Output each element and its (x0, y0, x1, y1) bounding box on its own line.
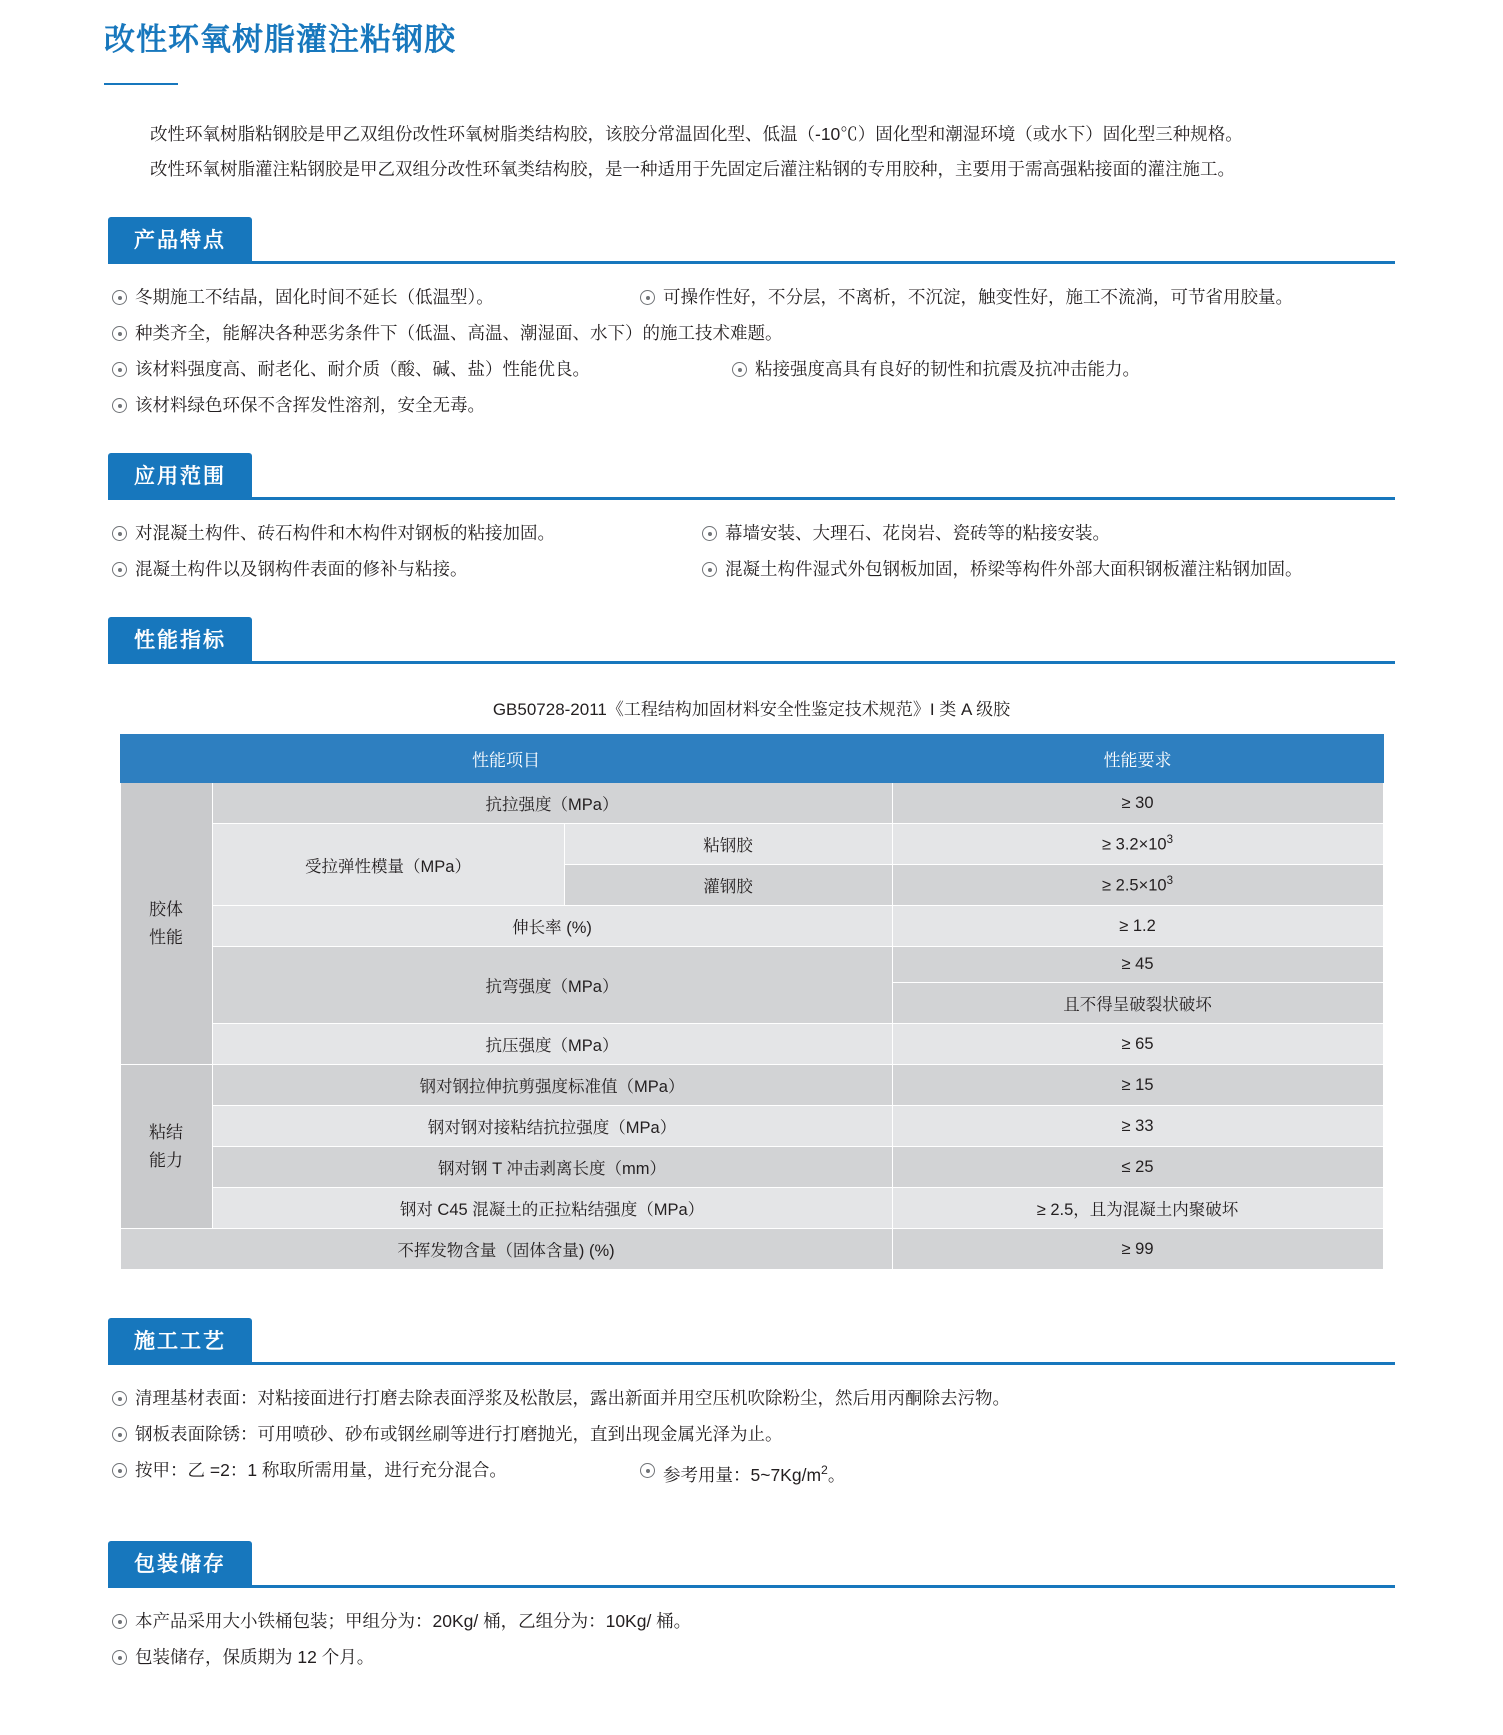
section-process (0, 1318, 1503, 1493)
section-application-head (108, 453, 252, 498)
packaging-item-1: 本产品采用大小铁桶包装；甲组分为：20Kg/ 桶，乙组分为：10Kg/ 桶。 (135, 1611, 692, 1632)
table-header-row (120, 735, 1383, 783)
features-item-6: 该材料绿色环保不含挥发性溶剂，安全无毒。 (135, 395, 485, 416)
section-process-head (108, 1318, 252, 1363)
list-item (112, 1452, 1395, 1493)
bullet-icon (112, 326, 127, 341)
features-item-1: 冬期施工不结晶，固化时间不延长（低温型）。 (135, 287, 494, 308)
bullet-icon (640, 290, 655, 305)
list-item (112, 279, 1395, 315)
cell-subitem: 灌钢胶 (564, 865, 892, 906)
row-group-label-1: 胶体 性能 (120, 783, 212, 1065)
section-packaging-head (108, 1541, 252, 1586)
section-performance-rule (108, 661, 1395, 664)
bullet-icon (112, 1614, 127, 1629)
features-item-4: 该材料强度高、耐老化、耐介质（酸、碱、盐）性能优良。 (135, 359, 590, 380)
cell-value: ≥ 15 (892, 1065, 1383, 1106)
section-features (0, 217, 1503, 423)
features-list (0, 279, 1503, 423)
process-item-2: 钢板表面除锈：可用喷砂、砂布或钢丝刷等进行打磨抛光，直到出现金属光泽为止。 (135, 1424, 783, 1445)
bullet-icon (702, 562, 717, 577)
application-list (0, 515, 1503, 587)
bullet-icon (112, 1427, 127, 1442)
section-features-rule (108, 261, 1395, 264)
cell-value: ≥ 2.5，且为混凝土内聚破坏 (892, 1188, 1383, 1229)
title-divider (104, 83, 178, 85)
title-block (0, 0, 1503, 85)
table-row (120, 1147, 1383, 1188)
table-row (120, 1229, 1383, 1270)
section-process-label: 施工工艺 (108, 1318, 252, 1363)
cell-value: ≥ 33 (892, 1106, 1383, 1147)
packaging-list (0, 1603, 1503, 1675)
section-packaging (0, 1541, 1503, 1675)
table-row (120, 824, 1383, 865)
application-item-3: 混凝土构件以及钢构件表面的修补与粘接。 (135, 559, 468, 580)
col-header-item: 性能项目 (120, 735, 892, 783)
unit-exponent: 2 (821, 1463, 828, 1478)
list-item (112, 515, 1395, 551)
row-group-label-2: 粘结 能力 (120, 1065, 212, 1229)
bullet-icon (702, 526, 717, 541)
section-performance-label: 性能指标 (108, 617, 252, 662)
application-item-2: 幕墙安装、大理石、花岗岩、瓷砖等的粘接安装。 (725, 523, 1110, 544)
process-list (0, 1380, 1503, 1493)
list-item (112, 1416, 1395, 1452)
performance-table-caption: GB50728-2011《工程结构加固材料安全性鉴定技术规范》I 类 A 级胶 (492, 700, 1011, 720)
cell-item: 不挥发物含量（固体含量) (%) (120, 1229, 892, 1270)
cell-item: 抗拉强度（MPa） (212, 783, 892, 824)
list-item (112, 1380, 1395, 1416)
table-row (120, 1106, 1383, 1147)
performance-table (120, 734, 1384, 1270)
bullet-icon (112, 1650, 127, 1665)
cell-subitem: 粘钢胶 (564, 824, 892, 865)
cell-value: ≥ 65 (892, 1024, 1383, 1065)
cell-item: 钢对钢拉伸抗剪强度标准值（MPa） (212, 1065, 892, 1106)
application-item-4: 混凝土构件湿式外包钢板加固，桥梁等构件外部大面积钢板灌注粘钢加固。 (725, 559, 1303, 580)
cell-item: 受拉弹性模量（MPa） (212, 824, 564, 906)
features-item-2: 可操作性好，不分层，不离析，不沉淀，触变性好，施工不流淌，可节省用胶量。 (663, 287, 1293, 308)
table-row (120, 1024, 1383, 1065)
table-row (120, 783, 1383, 824)
bullet-icon (112, 398, 127, 413)
page-title: 改性环氧树脂灌注粘钢胶 (104, 22, 456, 57)
cell-item: 钢对 C45 混凝土的正拉粘结强度（MPa） (212, 1188, 892, 1229)
bullet-icon (732, 362, 747, 377)
list-item (112, 351, 1395, 387)
section-application-rule (108, 497, 1395, 500)
cell-item: 伸长率 (%) (212, 906, 892, 947)
list-item (112, 551, 1395, 587)
bullet-icon (112, 562, 127, 577)
section-features-label: 产品特点 (108, 217, 252, 262)
process-item-3: 按甲：乙 =2：1 称取所需用量，进行充分混合。 (135, 1460, 507, 1481)
list-item (112, 1603, 1395, 1639)
section-packaging-rule (108, 1585, 1395, 1588)
section-process-rule (108, 1362, 1395, 1365)
bullet-icon (640, 1463, 655, 1478)
cell-value: ≥ $3.2\times 10^3$ (892, 824, 1383, 865)
cell-value: ≥ 99 (892, 1229, 1383, 1270)
packaging-item-2: 包装储存，保质期为 12 个月。 (135, 1647, 375, 1668)
section-performance-head (108, 617, 252, 662)
table-row (120, 1188, 1383, 1229)
cell-value: 且不得呈破裂状破坏 (892, 983, 1383, 1024)
intro-line-2: 改性环氧树脂灌注粘钢胶是甲乙双组分改性环氧类结构胶，是一种适用于先固定后灌注粘钢的专用胶种，主要用于需高强粘接面的灌注施工。 (150, 159, 1235, 180)
intro-paragraphs (0, 117, 1503, 187)
section-application-label: 应用范围 (108, 453, 252, 498)
page-bottom-space (0, 1675, 1503, 1735)
section-application (0, 453, 1503, 587)
bullet-icon (112, 362, 127, 377)
bullet-icon (112, 1463, 127, 1478)
section-features-head (108, 217, 252, 262)
table-row (120, 1065, 1383, 1106)
list-item (112, 387, 1395, 423)
application-item-1: 对混凝土构件、砖石构件和木构件对钢板的粘接加固。 (135, 523, 555, 544)
list-item (112, 1639, 1395, 1675)
bullet-icon (112, 1391, 127, 1406)
cell-item: 抗压强度（MPa） (212, 1024, 892, 1065)
table-row (120, 947, 1383, 983)
cell-value-exponent: 3 (1166, 834, 1173, 847)
bullet-icon (112, 526, 127, 541)
cell-value: ≤ 25 (892, 1147, 1383, 1188)
cell-value: ≥ 45 (892, 947, 1383, 983)
list-item (112, 315, 1395, 351)
table-row (120, 906, 1383, 947)
cell-value: ≥ 1.2 (892, 906, 1383, 947)
section-packaging-label: 包装储存 (108, 1541, 252, 1586)
cell-value: ≥ 30 (892, 783, 1383, 824)
cell-value-exponent: 3 (1166, 875, 1173, 888)
section-performance (0, 617, 1503, 1270)
features-item-5: 粘接强度高具有良好的韧性和抗震及抗冲击能力。 (755, 359, 1140, 380)
bullet-icon (112, 290, 127, 305)
cell-item: 抗弯强度（MPa） (212, 947, 892, 1024)
cell-item: 钢对钢对接粘结抗拉强度（MPa） (212, 1106, 892, 1147)
process-item-1: 清理基材表面：对粘接面进行打磨去除表面浮浆及松散层，露出新面并用空压机吹除粉尘，然后用丙酮除去污物。 (135, 1388, 1010, 1409)
cell-value: ≥ $2.5\times 10^3$ (892, 865, 1383, 906)
features-item-3: 种类齐全，能解决各种恶劣条件下（低温、高温、潮湿面、水下）的施工技术难题。 (135, 323, 783, 344)
col-header-requirement: 性能要求 (892, 735, 1383, 783)
intro-line-1: 改性环氧树脂粘钢胶是甲乙双组份改性环氧树脂类结构胶，该胶分常温固化型、低温（-10℃）固化型和潮湿环境（或水下）固化型三种规格。 (150, 124, 1243, 145)
process-item-4: 参考用量：$5\sim 7Kg/m^2$。 (663, 1463, 846, 1486)
cell-item: 钢对钢 T 冲击剥离长度（mm） (212, 1147, 892, 1188)
